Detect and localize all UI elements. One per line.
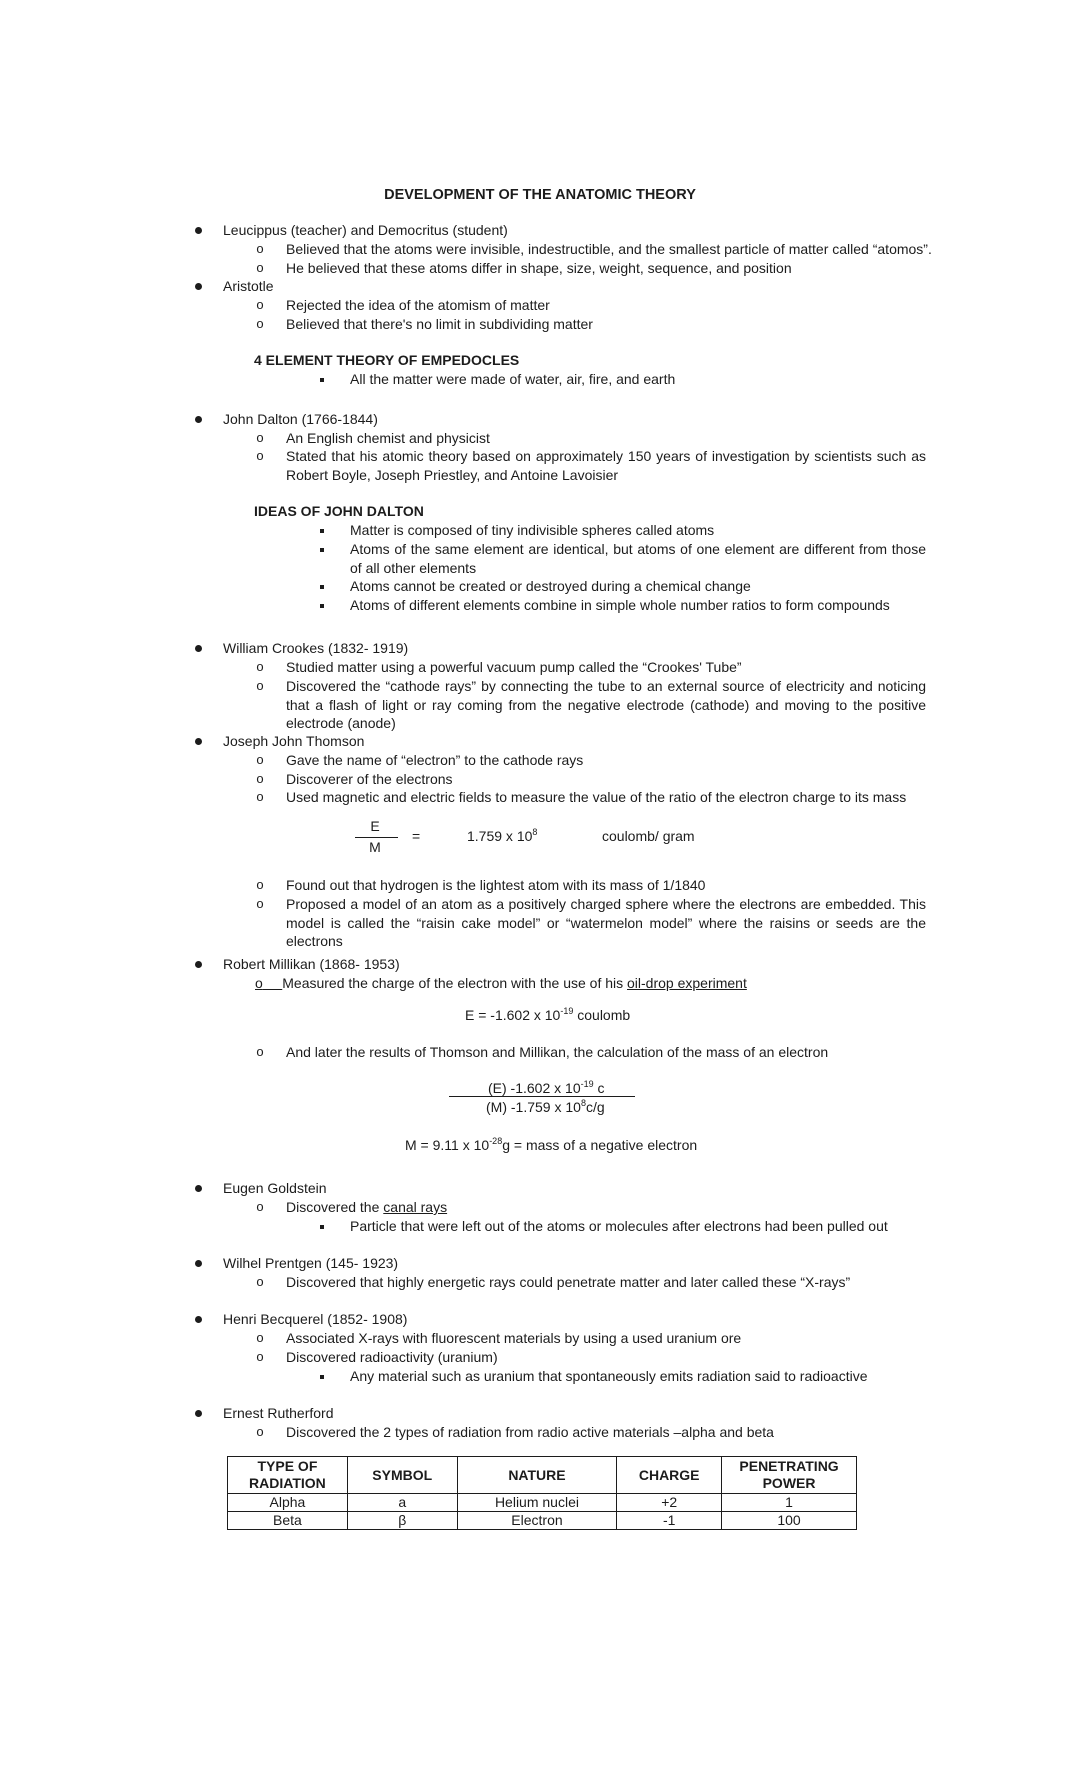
square-bullet-icon xyxy=(320,529,324,533)
bullet-icon xyxy=(195,1410,202,1417)
list-item: Associated X-rays with fluorescent materials by using a used uranium ore xyxy=(286,1330,742,1346)
list-item: Believed that the atoms were invisible, indestructible, and the smallest particle of matter called “atomos”. xyxy=(286,241,932,257)
circle-bullet-icon: o xyxy=(256,1349,264,1364)
sub-list-item: Particle that were left out of the atoms or molecules after electrons had been pulled out xyxy=(350,1218,888,1234)
charge-equation: E = -1.602 x $10^{-19}$ coulomb xyxy=(465,1006,631,1023)
list-item: Discovered the “cathode rays” by connecting the tube to an external source of electricity and noticing that a flash of light or ray coming from the negative electrode (cathode) and moving to the positive electrode (anode) xyxy=(286,678,926,731)
section-heading: Aristotle xyxy=(223,278,274,294)
bullet-icon xyxy=(195,645,202,652)
section-heading: Wilhel Prentgen (145- 1923) xyxy=(223,1255,399,1271)
column-header: NATURE xyxy=(457,1457,617,1494)
list-item: o Measured the charge of the electron with the use of his oil-drop experiment xyxy=(255,975,747,991)
section-heading: William Crookes (1832- 1919) xyxy=(223,640,409,656)
table-cell: Alpha xyxy=(228,1494,348,1512)
square-bullet-icon xyxy=(320,604,324,608)
list-item: An English chemist and physicist xyxy=(286,430,490,446)
column-header: TYPE OF RADIATION xyxy=(228,1457,348,1494)
circle-bullet-icon: o xyxy=(256,1424,264,1439)
circle-bullet-icon: o xyxy=(256,752,264,767)
circle-bullet-icon: o xyxy=(256,430,264,445)
bullet-icon xyxy=(195,1260,202,1267)
radiation-table xyxy=(227,1456,857,1530)
bullet-icon xyxy=(195,738,202,745)
list-item: Discoverer of the electrons xyxy=(286,771,453,787)
page-title: DEVELOPMENT OF THE ANATOMIC THEORY xyxy=(384,187,696,203)
circle-bullet-icon: o xyxy=(256,1199,264,1214)
list-item: Discovered the canal rays xyxy=(286,1199,448,1215)
circle-bullet-icon: o xyxy=(256,1044,264,1059)
table-cell: Electron xyxy=(457,1512,617,1530)
formula-numerator: E xyxy=(370,818,380,834)
table-row xyxy=(228,1512,857,1530)
sub-list-item: Atoms cannot be created or destroyed during a chemical change xyxy=(350,578,751,594)
mass-fraction-numerator: (E) -1.602 x $10^{-19}$ c xyxy=(488,1079,605,1096)
table-cell: 100 xyxy=(722,1512,857,1530)
bullet-icon xyxy=(195,1316,202,1323)
bullet-icon xyxy=(195,227,202,234)
list-item: Used magnetic and electric fields to measure the value of the ratio of the electron charge to its mass xyxy=(286,789,907,805)
square-bullet-icon xyxy=(320,378,324,382)
list-item: Found out that hydrogen is the lightest atom with its mass of 1/1840 xyxy=(286,877,706,893)
column-header: SYMBOL xyxy=(347,1457,457,1494)
subheading: 4 ELEMENT THEORY OF EMPEDOCLES xyxy=(254,352,520,368)
canal-rays-link: canal rays xyxy=(383,1199,448,1215)
sub-list-item: Matter is composed of tiny indivisible spheres called atoms xyxy=(350,522,715,538)
circle-bullet-icon: o xyxy=(256,877,264,892)
circle-bullet-icon: o xyxy=(256,771,264,786)
bullet-icon xyxy=(195,283,202,290)
list-item: Gave the name of “electron” to the cathode rays xyxy=(286,752,584,768)
circle-bullet-icon: o xyxy=(256,316,264,331)
section-heading: Joseph John Thomson xyxy=(223,733,365,749)
sub-list-item: Atoms of the same element are identical, but atoms of one element are different from those of all other elements xyxy=(350,541,926,576)
table-cell: -1 xyxy=(617,1512,722,1530)
list-item: Discovered the 2 types of radiation from radio active materials –alpha and beta xyxy=(286,1424,774,1440)
mass-fraction-denominator: (M) -1.759 x $10^8c/g$ xyxy=(486,1098,605,1115)
list-item: Stated that his atomic theory based on approximately 150 years of investigation by scientists such as Robert Boyle, Joseph Priestley, and Antoine Lavoisier xyxy=(286,448,926,483)
circle-bullet-icon: o xyxy=(256,241,264,256)
circle-bullet-icon: o xyxy=(256,1274,264,1289)
oil-drop-link: oil-drop experiment xyxy=(627,975,747,991)
circle-bullet-icon: o xyxy=(256,1330,264,1345)
square-bullet-icon xyxy=(320,1225,324,1229)
section-heading: Leucippus (teacher) and Democritus (student) xyxy=(223,222,508,238)
square-bullet-icon xyxy=(320,548,324,552)
list-item: Discovered that highly energetic rays could penetrate matter and later called these “X-rays” xyxy=(286,1274,851,1290)
square-bullet-icon xyxy=(320,1375,324,1379)
table-cell: Beta xyxy=(228,1512,348,1530)
sub-list-item: Atoms of different elements combine in simple whole number ratios to form compounds xyxy=(350,597,890,613)
table-row xyxy=(228,1494,857,1512)
circle-bullet-icon: o xyxy=(256,448,264,463)
bullet-icon xyxy=(195,1185,202,1192)
sub-list-item: Any material such as uranium that spontaneously emits radiation said to radioactive xyxy=(350,1368,868,1384)
formula-unit: coulomb/ gram xyxy=(602,828,695,844)
section-heading: Robert Millikan (1868- 1953) xyxy=(223,956,400,972)
fraction-bar xyxy=(449,1096,635,1097)
list-item: Proposed a model of an atom as a positively charged sphere where the electrons are embedded. This model is called the “raisin cake model” or “watermelon model” where the raisins or seeds are the electrons xyxy=(286,896,926,949)
circle-bullet-icon: o xyxy=(256,297,264,312)
table-cell: a xyxy=(347,1494,457,1512)
bullet-icon xyxy=(195,416,202,423)
section-heading: Eugen Goldstein xyxy=(223,1180,327,1196)
circle-bullet-icon: o xyxy=(256,896,264,911)
section-heading: Henri Becquerel (1852- 1908) xyxy=(223,1311,408,1327)
table-header-row xyxy=(228,1457,857,1494)
list-item: Studied matter using a powerful vacuum pump called the “Crookes' Tube” xyxy=(286,659,742,675)
formula-value: 1.759 x $10^8$ xyxy=(467,827,538,844)
mass-result: M = 9.11 x $10^{-28}g$ = mass of a negative electron xyxy=(405,1136,698,1153)
sub-list-item: All the matter were made of water, air, fire, and earth xyxy=(350,371,676,387)
list-item: Believed that there's no limit in subdividing matter xyxy=(286,316,593,332)
section-heading: John Dalton (1766-1844) xyxy=(223,411,378,427)
list-item: And later the results of Thomson and Millikan, the calculation of the mass of an electron xyxy=(286,1044,829,1060)
circle-bullet-icon: o xyxy=(256,789,264,804)
column-header: CHARGE xyxy=(617,1457,722,1494)
formula-denominator: M xyxy=(369,839,381,855)
square-bullet-icon xyxy=(320,585,324,589)
list-item: He believed that these atoms differ in shape, size, weight, sequence, and position xyxy=(286,260,792,276)
table-cell: 1 xyxy=(722,1494,857,1512)
formula-equals: = xyxy=(412,828,421,844)
bullet-icon xyxy=(195,961,202,968)
column-header: PENETRATING POWER xyxy=(722,1457,857,1494)
section-heading: Ernest Rutherford xyxy=(223,1405,334,1421)
table-cell: β xyxy=(347,1512,457,1530)
table-cell: Helium nuclei xyxy=(457,1494,617,1512)
circle-bullet-icon: o xyxy=(256,260,264,275)
circle-bullet-icon: o xyxy=(256,678,264,693)
table-cell: +2 xyxy=(617,1494,722,1512)
list-item: Rejected the idea of the atomism of matter xyxy=(286,297,550,313)
circle-bullet-icon: o xyxy=(256,659,264,674)
subheading: IDEAS OF JOHN DALTON xyxy=(254,503,424,519)
list-item: Discovered radioactivity (uranium) xyxy=(286,1349,498,1365)
